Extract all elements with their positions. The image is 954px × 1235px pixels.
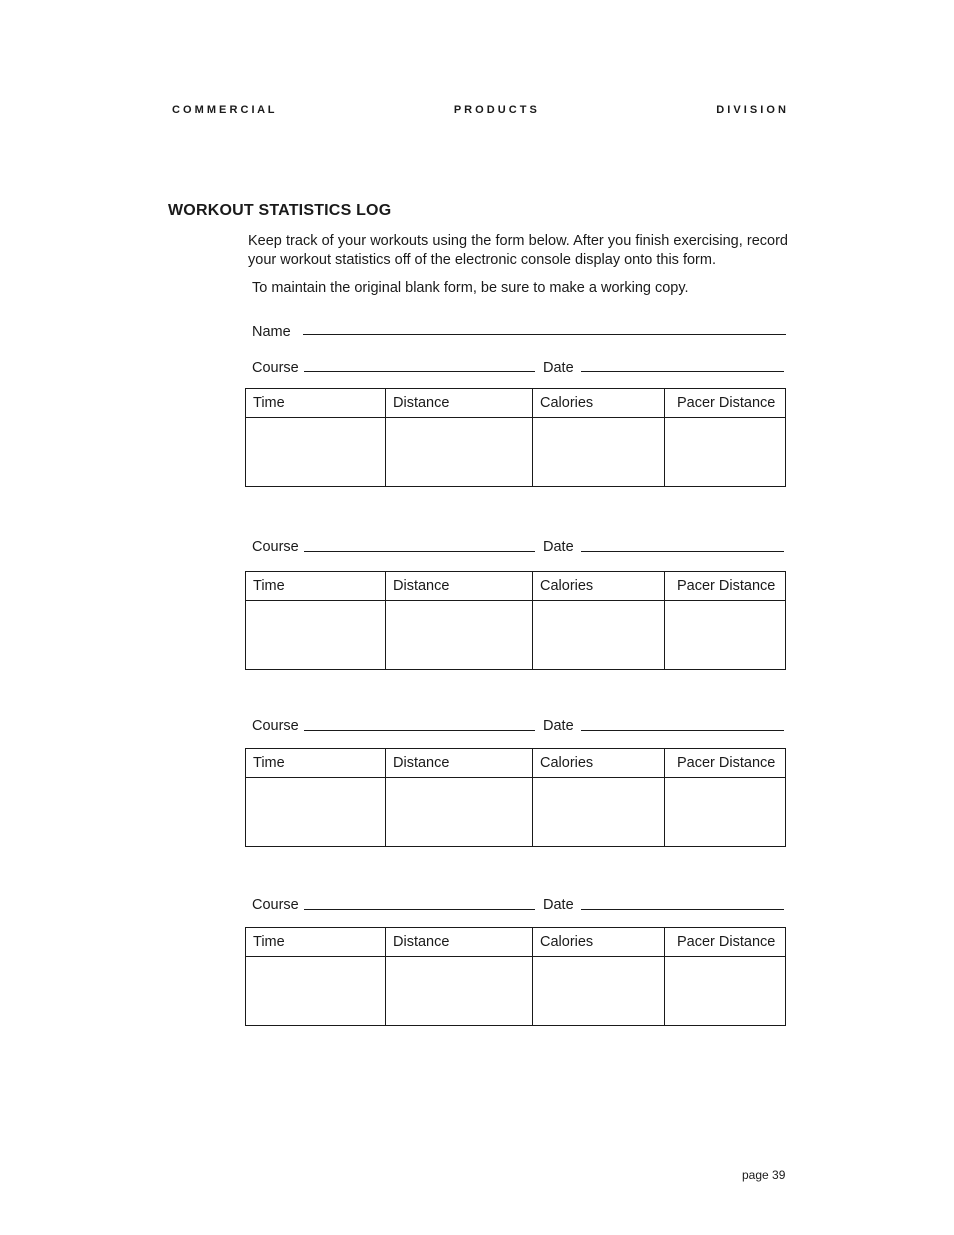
copy-note: To maintain the original blank form, be sure to make a working copy.	[252, 280, 689, 296]
date-field[interactable]	[581, 371, 784, 372]
course-label: Course	[252, 360, 299, 376]
table-header-row	[246, 749, 786, 778]
course-field[interactable]	[304, 371, 535, 372]
distance-cell[interactable]	[386, 957, 533, 1026]
distance-cell[interactable]	[386, 778, 533, 847]
date-field[interactable]	[581, 730, 784, 731]
date-label: Date	[543, 360, 574, 376]
division-header	[172, 104, 786, 116]
table-row	[246, 778, 786, 847]
workout-table	[245, 571, 786, 670]
col-time: Time	[246, 749, 386, 778]
course-label: Course	[252, 897, 299, 913]
col-calories: Calories	[533, 572, 665, 601]
col-calories: Calories	[533, 749, 665, 778]
col-calories: Calories	[533, 928, 665, 957]
pacer-distance-cell[interactable]	[665, 957, 786, 1026]
date-field[interactable]	[581, 551, 784, 552]
header-word-division: D I V I S I O N	[716, 104, 786, 116]
course-label: Course	[252, 718, 299, 734]
col-pacer-distance: Pacer Distance	[665, 749, 786, 778]
col-distance: Distance	[386, 389, 533, 418]
table-header-row	[246, 928, 786, 957]
calories-cell[interactable]	[533, 418, 665, 487]
workout-table	[245, 927, 786, 1026]
table-row	[246, 957, 786, 1026]
col-pacer-distance: Pacer Distance	[665, 928, 786, 957]
calories-cell[interactable]	[533, 601, 665, 670]
time-cell[interactable]	[246, 601, 386, 670]
col-time: Time	[246, 928, 386, 957]
col-distance: Distance	[386, 928, 533, 957]
name-field[interactable]	[303, 334, 786, 335]
date-label: Date	[543, 718, 574, 734]
intro-paragraph: Keep track of your workouts using the form below. After you finish exercising, record your workout statistics off of the electronic console display onto this form.	[248, 233, 788, 268]
table-row	[246, 601, 786, 670]
time-cell[interactable]	[246, 957, 386, 1026]
col-distance: Distance	[386, 749, 533, 778]
header-word-products: P R O D U C T S	[453, 104, 537, 116]
page-number: page 39	[742, 1168, 786, 1182]
course-field[interactable]	[304, 730, 535, 731]
table-header-row	[246, 389, 786, 418]
calories-cell[interactable]	[533, 957, 665, 1026]
date-label: Date	[543, 897, 574, 913]
course-field[interactable]	[304, 551, 535, 552]
col-pacer-distance: Pacer Distance	[665, 572, 786, 601]
col-time: Time	[246, 572, 386, 601]
pacer-distance-cell[interactable]	[665, 778, 786, 847]
pacer-distance-cell[interactable]	[665, 601, 786, 670]
time-cell[interactable]	[246, 778, 386, 847]
date-field[interactable]	[581, 909, 784, 910]
section-title: WORKOUT STATISTICS LOG	[168, 202, 392, 219]
col-calories: Calories	[533, 389, 665, 418]
table-row	[246, 418, 786, 487]
workout-table	[245, 748, 786, 847]
distance-cell[interactable]	[386, 601, 533, 670]
date-label: Date	[543, 539, 574, 555]
calories-cell[interactable]	[533, 778, 665, 847]
col-time: Time	[246, 389, 386, 418]
table-header-row	[246, 572, 786, 601]
header-word-commercial: C O M M E R C I A L	[172, 104, 275, 116]
workout-table	[245, 388, 786, 487]
course-label: Course	[252, 539, 299, 555]
distance-cell[interactable]	[386, 418, 533, 487]
name-label: Name	[252, 324, 291, 340]
time-cell[interactable]	[246, 418, 386, 487]
col-pacer-distance: Pacer Distance	[665, 389, 786, 418]
pacer-distance-cell[interactable]	[665, 418, 786, 487]
col-distance: Distance	[386, 572, 533, 601]
course-field[interactable]	[304, 909, 535, 910]
